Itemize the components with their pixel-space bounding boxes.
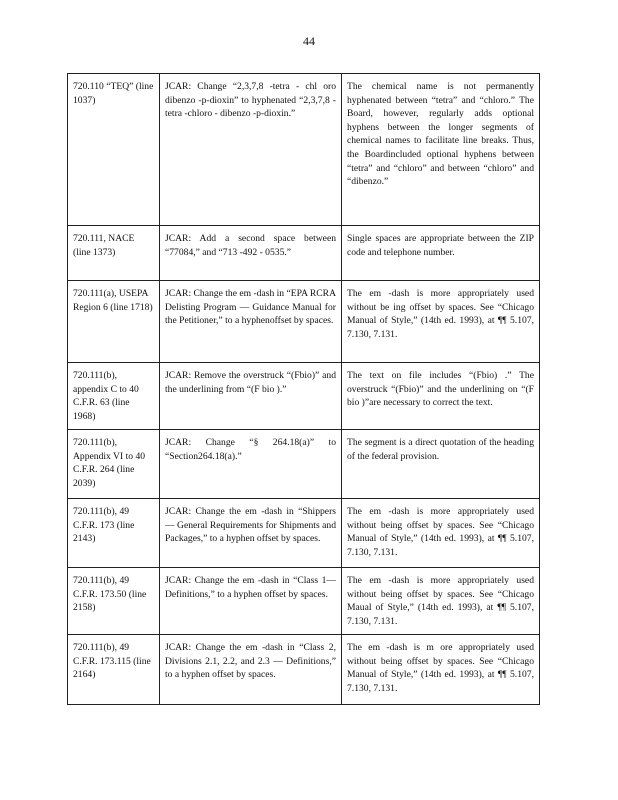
change-cell: JCAR: Remove the overstruck “(Fbio)” and the underlining from “(F bio ).”	[160, 363, 342, 430]
section-cell: 720.111(b), 49 C.F.R. 173.115 (line 2164)	[68, 635, 160, 705]
table-row	[68, 363, 540, 430]
section-cell: 720.111(b), appendix C to 40 C.F.R. 63 (line 1968)	[68, 363, 160, 430]
note-cell: The em -dash is more appropriately used without being offset by spaces. See “Chicago Manual of Style,” (14th ed. 1993), at ¶¶ 5.107, 7.130, 7.131.	[342, 499, 540, 568]
errata-table	[67, 73, 540, 705]
note-cell: The chemical name is not permanently hyphenated between “tetra” and “chloro.” The Board, however, regularly adds optional hyphens between the longer segments of chemical names to facilitate line breaks. Thus, the Boardincluded optional hyphens between “tetra” and “chloro” and between “chloro” and “dibenzo.”	[342, 74, 540, 226]
change-cell: JCAR: Change “2,3,7,8 -tetra - chl oro dibenzo -p-dioxin” to hyphenated “2,3,7,8 -tetra -chloro - dibenzo -p-dioxin.”	[160, 74, 342, 226]
change-cell: JCAR: Change “§ 264.18(a)” to “Section264.18(a).”	[160, 430, 342, 499]
change-cell: JCAR: Add a second space between “77084,” and “713 -492 - 0535.”	[160, 226, 342, 281]
note-cell: The em -dash is m ore appropriately used without being offset by spaces. See “Chicago Manual of Style,” (14th ed. 1993), at ¶¶ 5.107, 7.130, 7.131.	[342, 635, 540, 705]
note-cell: The em -dash is more appropriately used without being offset by spaces. See “Chicago Maual of Style,” (14th ed. 1993), at ¶¶ 5.107, 7.130, 7.131.	[342, 568, 540, 635]
section-cell: 720.111, NACE (line 1373)	[68, 226, 160, 281]
note-cell: The em -dash is more appropriately used without be ing offset by spaces. See “Chicago Manual of Style,” (14th ed. 1993), at ¶¶ 5.107, 7.130, 7.131.	[342, 281, 540, 363]
section-cell: 720.111(b), 49 C.F.R. 173 (line 2143)	[68, 499, 160, 568]
note-cell: The segment is a direct quotation of the heading of the federal provision.	[342, 430, 540, 499]
table-row	[68, 635, 540, 705]
table-row	[68, 281, 540, 363]
page-number: 44	[303, 34, 315, 48]
section-cell: 720.111(a), USEPA Region 6 (line 1718)	[68, 281, 160, 363]
change-cell: JCAR: Change the em -dash in “Class 2, Divisions 2.1, 2.2, and 2.3 — Definitions,” to a hyphen offset by spaces.	[160, 635, 342, 705]
table-row	[68, 430, 540, 499]
table-row	[68, 74, 540, 226]
section-cell: 720.110 “TEQ” (line 1037)	[68, 74, 160, 226]
change-cell: JCAR: Change the em -dash in “EPA RCRA Delisting Program — Guidance Manual for the Petitioner,” to a hyphenoffset by spaces.	[160, 281, 342, 363]
table-row	[68, 499, 540, 568]
table-row	[68, 226, 540, 281]
change-cell: JCAR: Change the em -dash in “Shippers — General Requirements for Shipments and Packages,” to a hyphen offset by spaces.	[160, 499, 342, 568]
note-cell: The text on file includes “(Fbio) .” The overstruck “(Fbio)” and the underlining on “(F bio )”are necessary to correct the text.	[342, 363, 540, 430]
table-row	[68, 568, 540, 635]
change-cell: JCAR: Change the em -dash in “Class 1— Definitions,” to a hyphen offset by spaces.	[160, 568, 342, 635]
section-cell: 720.111(b), Appendix VI to 40 C.F.R. 264 (line 2039)	[68, 430, 160, 499]
note-cell: Single spaces are appropriate between the ZIP code and telephone number.	[342, 226, 540, 281]
section-cell: 720.111(b), 49 C.F.R. 173.50 (line 2158)	[68, 568, 160, 635]
